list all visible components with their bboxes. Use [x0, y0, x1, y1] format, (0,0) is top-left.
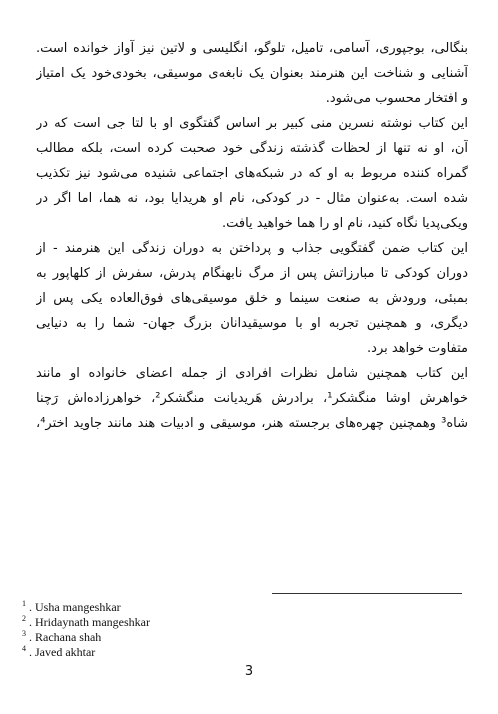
footnote-item: [22, 600, 282, 615]
footnote-number: 3: [22, 629, 26, 638]
text-line: آن، او نه تنها از لحظات گذشته زندگی خود صحبت کرده است، بلکه مطالب: [36, 141, 468, 156]
text-line: و افتخار محسوب می‌شود.: [325, 91, 468, 106]
text-line: شده است. به‌عنوان مثال - در کودکی، نام او هریدایا بود، نه هما، اما اگر در: [36, 191, 468, 206]
text-line: این کتاب ضمن گفتگویی جذاب و پرداختن به دوران زندگی این هنرمند - از: [36, 241, 468, 256]
footnote-text: . Hridaynath mangeshkar: [29, 615, 150, 629]
page-number: 3: [244, 664, 254, 679]
footnote-divider: [272, 593, 462, 594]
footnote-item: [22, 630, 282, 645]
text-line: آشنایی و شناخت این هنرمند بعنوان یک نابغه‌ی موسیقی، بخودی‌خود یک امتیاز: [36, 66, 468, 81]
text-line: شاه³ وهمچنین چهره‌های برجسته هنر، موسیقی و ادبیات هند مانند جاوید اختر⁴،: [36, 416, 468, 431]
footnote-item: [22, 615, 282, 630]
paragraph-book-content: [36, 236, 468, 361]
text-line: خواهرش اوشا منگشکر¹، برادرش هَریدیانت منگشکر²، خواهرزاده‌اش رَچنا: [36, 391, 468, 406]
footnote-text: . Rachana shah: [29, 630, 102, 644]
paragraph-book-author: [36, 111, 468, 236]
footnote-text: . Usha mangeshkar: [29, 600, 121, 614]
footnote-number: 4: [22, 644, 26, 653]
text-line: بنگالی، بوجپوری، آسامی، تامیل، تلوگو، انگلیسی و لاتین نیز آواز خوانده است.: [36, 41, 468, 56]
paragraph-intro-end: [36, 36, 468, 111]
text-line: گمراه کننده مربوط به او که در شبکه‌های اجتماعی شنیده می‌شود نیز تکذیب: [36, 166, 468, 181]
body-text: [36, 36, 468, 436]
text-line: دیگری، و همچنین تجربه او با موسیقیدانان بزرگ جهان- شما را به دنیایی: [36, 316, 468, 331]
paragraph-family-views: [36, 361, 468, 436]
footnote-text: . Javed akhtar: [29, 645, 96, 659]
footnotes: [22, 600, 282, 660]
footnote-item: [22, 645, 282, 660]
text-line: دوران کودکی تا مبارزاتش پس از مرگ نابهنگام پدرش، سفرش از کلهاپور به: [36, 266, 468, 281]
text-line: بمبئی، ورودش به صنعت سینما و خلق موسیقی‌های فوق‌العاده یکی پس از: [36, 291, 468, 306]
text-line: این کتاب نوشته نسرین منی کبیر بر اساس گفتگوی او با لتا جی است که در: [36, 116, 468, 131]
footnote-number: 1: [22, 599, 26, 608]
text-line: این کتاب همچنین شامل نظرات افرادی از جمله اعضای خانواده او مانند: [36, 366, 468, 381]
footnote-number: 2: [22, 614, 26, 623]
text-line: متفاوت خواهد برد.: [367, 341, 468, 356]
text-line: ویکی‌پدیا نگاه کنید، نام او را هما خواهید یافت.: [221, 216, 468, 231]
